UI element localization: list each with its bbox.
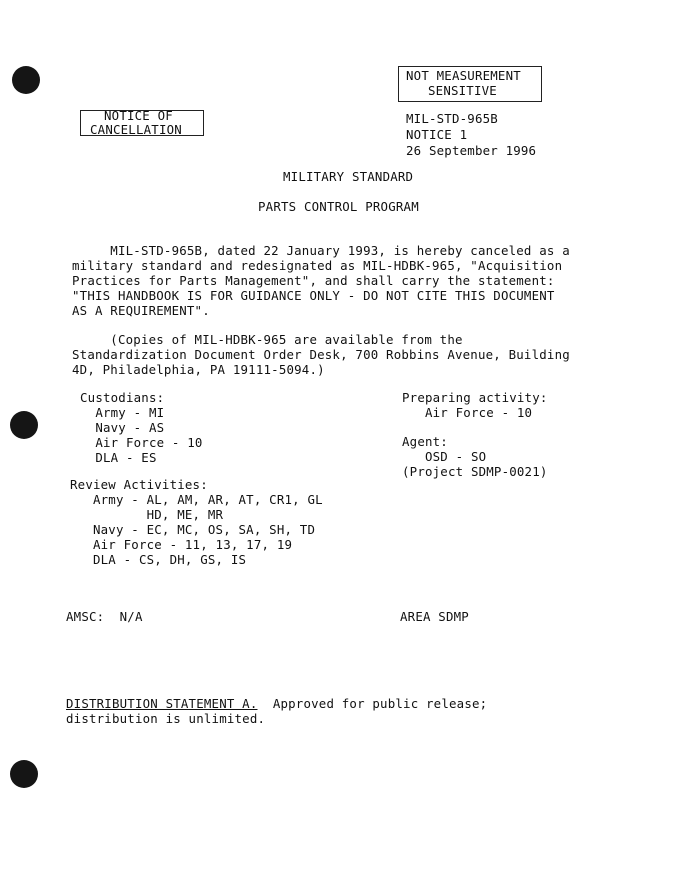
para2-line3: 4D, Philadelphia, PA 19111-5094.): [72, 362, 325, 377]
punch-hole-bottom: [10, 760, 38, 788]
custodian-dla: DLA - ES: [80, 450, 157, 465]
custodian-air-force: Air Force - 10: [80, 435, 203, 450]
agent-heading: Agent:: [402, 434, 448, 449]
custodians-heading: Custodians:: [80, 390, 165, 405]
review-dla: DLA - CS, DH, GS, IS: [70, 552, 247, 567]
review-army-cont: HD, ME, MR: [70, 507, 224, 522]
punch-hole-middle: [10, 411, 38, 439]
review-navy: Navy - EC, MC, OS, SA, SH, TD: [70, 522, 316, 537]
heading-program-title: PARTS CONTROL PROGRAM: [258, 199, 419, 214]
para1-line2: military standard and redesignated as MIL-HDBK-965, "Acquisition: [72, 258, 563, 273]
cancellation-stamp-line1: NOTICE OF: [104, 108, 173, 123]
distribution-label: DISTRIBUTION STATEMENT A.: [66, 696, 258, 711]
preparing-activity-value: Air Force - 10: [402, 405, 533, 420]
cancellation-stamp-line2: CANCELLATION: [90, 122, 182, 137]
notice-date: 26 September 1996: [406, 143, 537, 158]
agent-project: (Project SDMP-0021): [402, 464, 548, 479]
para2-line1: (Copies of MIL-HDBK-965 are available from the: [72, 332, 463, 347]
para2-line2: Standardization Document Order Desk, 700 Robbins Avenue, Building: [72, 347, 570, 362]
para1-line3: Practices for Parts Management", and shall carry the statement:: [72, 273, 555, 288]
custodian-army: Army - MI: [80, 405, 165, 420]
review-heading: Review Activities:: [70, 477, 208, 492]
review-air-force: Air Force - 11, 13, 17, 19: [70, 537, 293, 552]
punch-hole-top: [12, 66, 40, 94]
distribution-statement: [66, 696, 487, 711]
measurement-stamp-line2: SENSITIVE: [428, 83, 497, 98]
review-army: Army - AL, AM, AR, AT, CR1, GL: [70, 492, 323, 507]
distribution-approval: Approved for public release;: [257, 696, 488, 711]
doc-number: MIL-STD-965B: [406, 111, 498, 126]
distribution-line2: distribution is unlimited.: [66, 711, 266, 726]
custodian-navy: Navy - AS: [80, 420, 165, 435]
preparing-activity-heading: Preparing activity:: [402, 390, 548, 405]
measurement-stamp-line1: NOT MEASUREMENT: [406, 68, 521, 83]
para1-line4: "THIS HANDBOOK IS FOR GUIDANCE ONLY - DO NOT CITE THIS DOCUMENT: [72, 288, 555, 303]
amsc: AMSC: N/A: [66, 609, 143, 624]
para1-line1: MIL-STD-965B, dated 22 January 1993, is hereby canceled as a: [72, 243, 570, 258]
notice-number: NOTICE 1: [406, 127, 468, 142]
para1-line5: AS A REQUIREMENT".: [72, 303, 210, 318]
agent-value: OSD - SO: [402, 449, 487, 464]
area: AREA SDMP: [400, 609, 469, 624]
heading-military-standard: MILITARY STANDARD: [283, 169, 414, 184]
